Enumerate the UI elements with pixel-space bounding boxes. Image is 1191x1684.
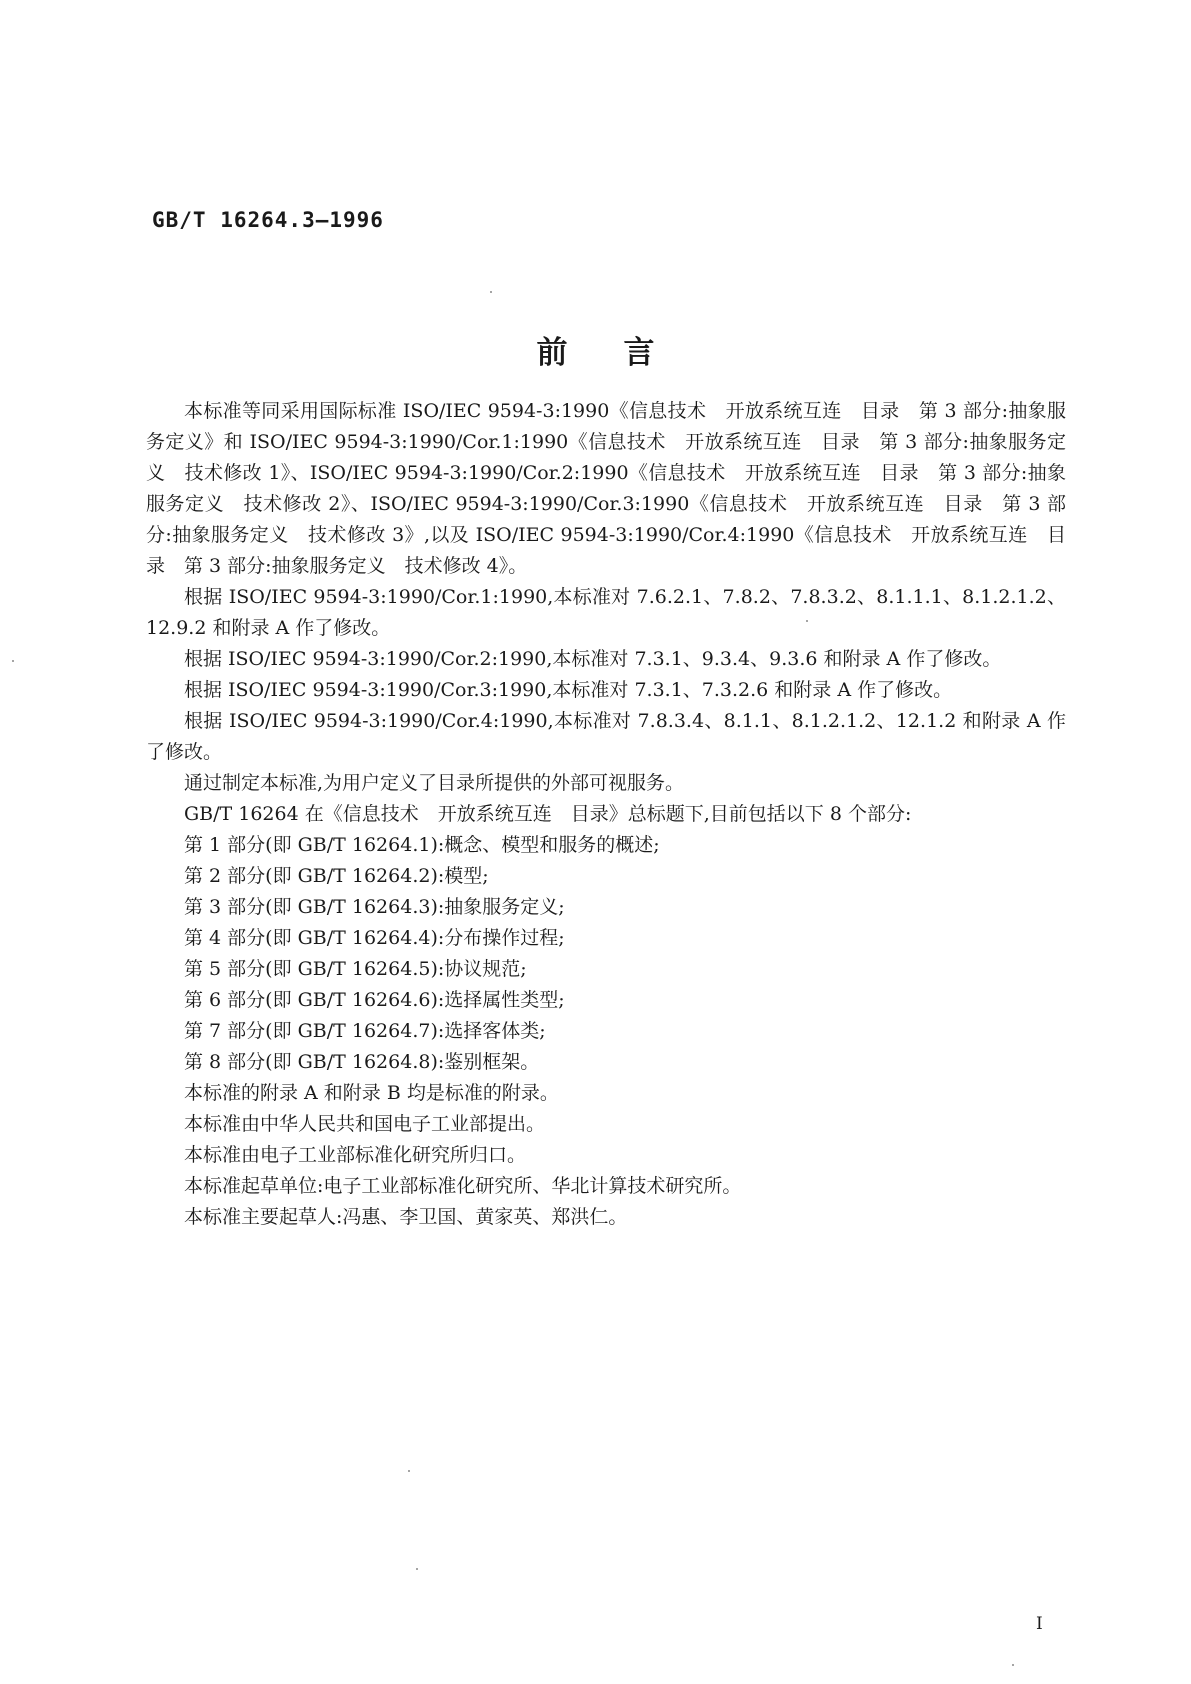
paragraph-cor1: 根据 ISO/IEC 9594-3:1990/Cor.1:1990,本标准对 7.6.2.1、7.8.2、7.8.3.2、8.1.1.1、8.1.2.1.2、12.9.2 和附录 A 作了修改。 <box>146 586 1066 639</box>
scan-speck <box>806 620 808 622</box>
list-item-part-4: 第 4 部分(即 GB/T 16264.4):分布操作过程; <box>184 927 565 949</box>
page-title: 前言 <box>536 335 711 371</box>
paragraph-purpose: 通过制定本标准,为用户定义了目录所提供的外部可视服务。 <box>184 772 685 794</box>
foreword-body <box>146 396 1066 1233</box>
list-item-part-5: 第 5 部分(即 GB/T 16264.5):协议规范; <box>184 958 527 980</box>
list-item-part-6: 第 6 部分(即 GB/T 16264.6):选择属性类型; <box>184 989 565 1011</box>
scan-speck <box>12 660 14 662</box>
list-item-part-1: 第 1 部分(即 GB/T 16264.1):概念、模型和服务的概述; <box>184 834 660 856</box>
list-item-part-8: 第 8 部分(即 GB/T 16264.8):鉴别框架。 <box>184 1051 540 1073</box>
scan-speck <box>1012 1664 1014 1666</box>
scan-speck <box>416 1568 418 1570</box>
paragraph-drafters: 本标准主要起草人:冯惠、李卫国、黄家英、郑洪仁。 <box>184 1206 628 1228</box>
paragraph-cor3: 根据 ISO/IEC 9594-3:1990/Cor.3:1990,本标准对 7.3.1、7.3.2.6 和附录 A 作了修改。 <box>184 679 953 701</box>
standard-code: GB/T 16264.3—1996 <box>152 208 384 232</box>
paragraph-parts-intro: GB/T 16264 在《信息技术 开放系统互连 目录》总标题下,目前包括以下 8 个部分: <box>184 803 912 825</box>
list-item-part-7: 第 7 部分(即 GB/T 16264.7):选择客体类; <box>184 1020 546 1042</box>
list-item-part-2: 第 2 部分(即 GB/T 16264.2):模型; <box>184 865 489 887</box>
list-item-part-3: 第 3 部分(即 GB/T 16264.3):抽象服务定义; <box>184 896 565 918</box>
paragraph-administrator: 本标准由电子工业部标准化研究所归口。 <box>184 1144 527 1166</box>
scan-speck <box>408 1470 410 1472</box>
paragraph-cor4: 根据 ISO/IEC 9594-3:1990/Cor.4:1990,本标准对 7.8.3.4、8.1.1、8.1.2.1.2、12.1.2 和附录 A 作了修改。 <box>146 710 1066 763</box>
paragraph-annexes: 本标准的附录 A 和附录 B 均是标准的附录。 <box>184 1082 559 1104</box>
scan-speck <box>490 291 492 293</box>
paragraph-cor2: 根据 ISO/IEC 9594-3:1990/Cor.2:1990,本标准对 7.3.1、9.3.4、9.3.6 和附录 A 作了修改。 <box>184 648 1002 670</box>
paragraph-drafting-units: 本标准起草单位:电子工业部标准化研究所、华北计算技术研究所。 <box>184 1175 742 1197</box>
paragraph-adoption: 本标准等同采用国际标准 ISO/IEC 9594-3:1990《信息技术 开放系统互连 目录 第 3 部分:抽象服务定义》和 ISO/IEC 9594-3:1990/Cor.1:1990《信息技术 开放系统互连 目录 第 3 部分:抽象服务定义 技术修改 1》、ISO/IEC 9594-3:1990/Cor.2:1990《信息技术 开放系统互连 目录 第 3 部分:抽象服务定义 技术修改 2》、ISO/IEC 9594-3:1990/Cor.3:1990《信息技术 开放系统互连 目录 第 3 部分:抽象服务定义 技术修改 3》,以及 ISO/IEC 9594-3:1990/Cor.4:1990《信息技术 开放系统互连 目录 第 3 部分:抽象服务定义 技术修改 4》。 <box>146 400 1066 577</box>
paragraph-proposer: 本标准由中华人民共和国电子工业部提出。 <box>184 1113 546 1135</box>
page-number: I <box>1036 1614 1043 1634</box>
